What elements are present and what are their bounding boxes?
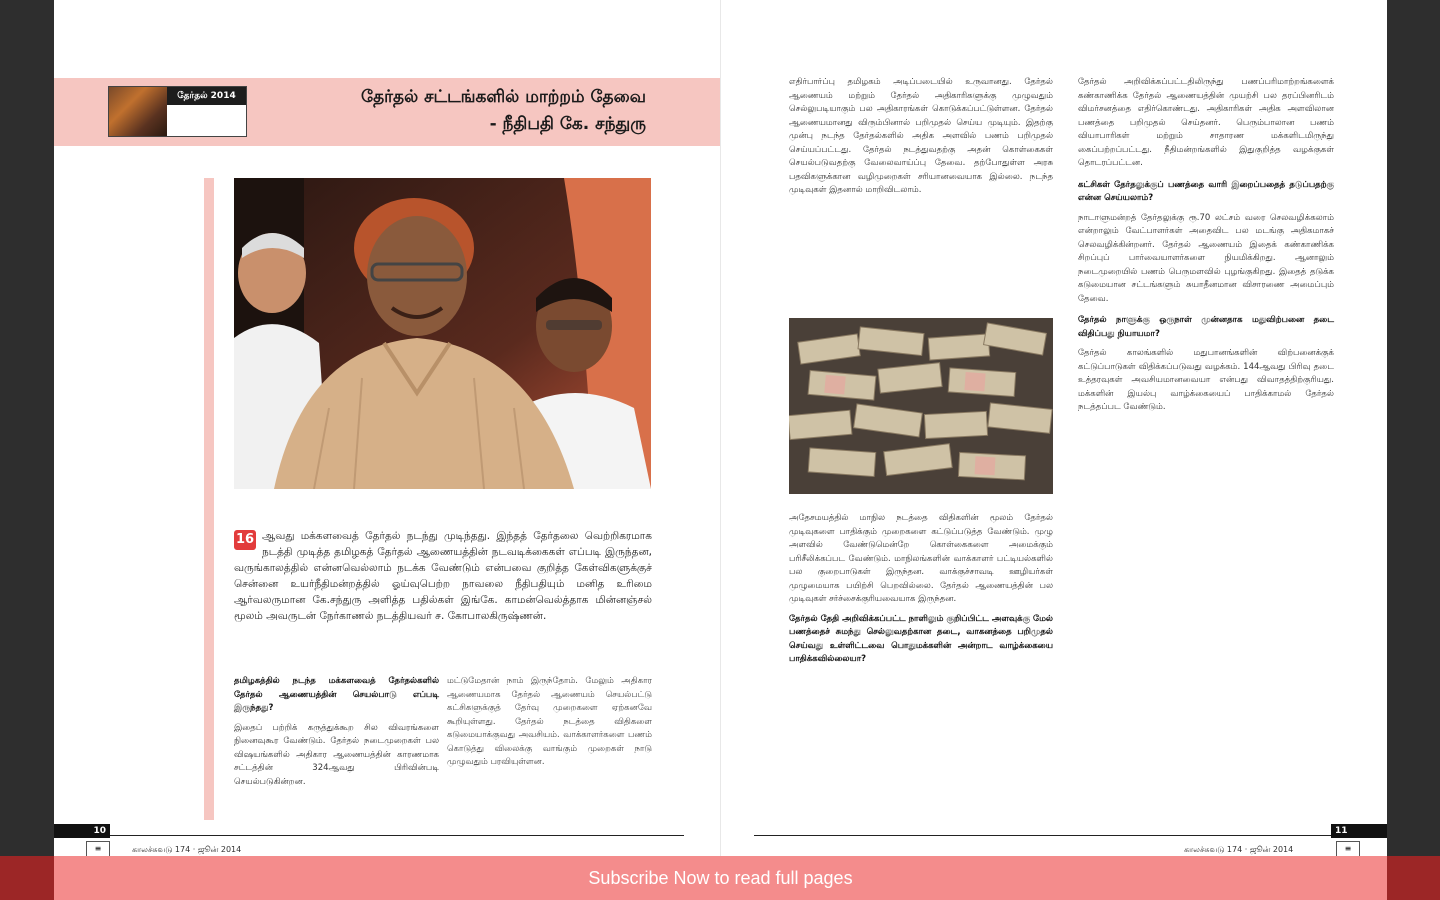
viewer-right-margin: [1387, 0, 1440, 900]
left-footer-text: காலச்சுவடு 174 · ஜூன் 2014: [132, 845, 242, 854]
right-column-1-lower: [789, 512, 1053, 673]
headline-band: [54, 78, 720, 146]
cash-illustration: [789, 318, 1053, 494]
footer-rule-right: [754, 835, 1387, 836]
right-column-2: [1078, 76, 1334, 415]
question-1: தமிழகத்தில் நடந்த மக்களவைத் தேர்தல்களில் தேர்தல் ஆணையத்தின் செயல்பாடு எப்படி இருந்தது?: [234, 676, 439, 713]
viewer-left-margin: [0, 0, 54, 900]
right-column-1: [789, 76, 1053, 198]
left-page: [54, 0, 720, 860]
footer-rule-left: [54, 835, 684, 836]
question-3: தேர்தல் தேதி அறிவிக்கப்பட்ட நாளிலும் குறிப்பிட்ட அளவுக்கு மேல் பணத்தைச் சுமந்து செல்லுவதற்கான தடை, வாகனத்தை பறிமுதல் செய்வது உள்ளிட்டவை பொதுமக்களின் அன்றாட வாழ்க்கையை பாதிக்கவில்லையா?: [789, 613, 1053, 664]
right-page: [721, 0, 1387, 860]
answer-2: நாடாளுமன்றத் தேர்தலுக்கு ரூ.70 லட்சம் வரை செலவழிக்கலாம் என்றாலும் வேட்பாளர்கள் அதைவிட பல மடங்கு அதிகமாகச் செலவழிக்கின்றனர். தேர்தல் ஆணையம் இதைக் கண்காணிக்க சிறப்புப் பார்வையாளர்களை நியமிக்கிறது. ஆனாலும் நடைமுறையில் பணம் பெருமளவில் புழங்குகிறது. இதைத் தடுக்க கடுமையான சட்டங்களும் சுயாதீனமான விசாரணை அமைப்பும் தேவை.: [1078, 212, 1334, 304]
headline-line-2: - நீதிபதி கே. சந்துரு: [489, 114, 646, 134]
accent-bar: [204, 178, 214, 820]
left-column-1: [234, 675, 439, 789]
section-logo: [108, 86, 247, 137]
article-headline: [361, 84, 646, 138]
answer-1: இதைப் பற்றிக் கருத்துக்கூற சில விவரங்களை நினைவுகூர வேண்டும். தேர்தல் நடைமுறைகள் பல விஷயங்களில் அதிகார ஆணையத்தின் காரணமாக சட்டத்தின் 324ஆவது பிரிவின்படி செயல்படுகின்றன.: [234, 722, 439, 787]
right-column-1-text: எதிர்பார்ப்பு தமிழகம் அடிப்படையில் உருவானது. தேர்தல் ஆணையம் மற்றும் தேர்தல் அதிகாரிகளுக்கு முழுவதும் செல்லுபடியாகும் பல அதிகாரங்கள் கொடுக்கப்பட்டுள்ளன. தேர்தல் ஆணையமானது விரும்பினால் பறிமுதல் செய்ய முடியும். இதற்கு முன்பு நடந்த தேர்தல்களில் அதிக அளவில் பணம் பறிமுதல் செய்யப்பட்டது. தேர்தல் நடத்துவதற்கு அதன் கொள்கைகள் செயல்படுவதற்கு வேலைவாய்ப்பு தேவை. தற்போதுள்ள அரசு பதவிகளுக்கான வழிமுறைகள் சரியானவையாக இல்லை. நடந்த முடிவுகள் இதனால் மாறிவிடலாம்.: [789, 77, 1053, 195]
headline-line-1: தேர்தல் சட்டங்களில் மாற்றம் தேவை: [361, 87, 646, 107]
logo-photo-image: [109, 87, 167, 136]
lead-drop-number: 16: [234, 530, 256, 550]
magazine-spread: [54, 0, 1387, 900]
question-4: தேர்தல் நாளுக்கு ஒருநாள் முன்னதாக மதுவிற்பனை தடை விதிப்பது நியாயமா?: [1078, 315, 1334, 339]
right-page-number: 11: [1331, 824, 1387, 838]
left-footer-logo-icon: ≡: [86, 841, 110, 857]
portrait-photo: [234, 178, 651, 489]
left-column-2: [447, 675, 652, 770]
right-footer-logo-icon: ≡: [1336, 841, 1360, 857]
logo-tag: தேர்தல் 2014: [167, 87, 246, 105]
answer-1-continued: மட்டுமேதான் நாம் இருந்தோம். மேலும் அதிகார ஆணையமாக தேர்தல் ஆணையம் செயல்பட்டு கட்சிகளுக்குத் தேர்வு முறைகளை ஏற்கனவே கூறியுள்ளது. தேர்தல் நடத்தை விதிகளை கடுமையாக்குவது அவசியம். வாக்காளர்களை பணம் கொடுத்து விலைக்கு வாங்கும் முறைகள் நாடு முழுவதும் பரவியுள்ளன.: [447, 676, 652, 767]
right-footer-text: காலச்சுவடு 174 · ஜூன் 2014: [1184, 845, 1294, 854]
right-column-2-text: தேர்தல் அறிவிக்கப்பட்டதிலிருந்து பணப்பரிமாற்றங்களைக் கண்காணிக்க தேர்தல் ஆணையத்தின் முயற்சி பல தரப்பினரிடம் விமர்சனத்தை எதிர்கொண்டது. அதிகாரிகள் அதிக அளவிலான பணத்தை பறிமுதல் செய்தனர். பெரும்பாலான பணம் வியாபாரிகள் மற்றும் சாதாரண மக்களிடமிருந்து கைப்பற்றப்பட்டது. நீதிமன்றங்களில் இதுகுறித்த வழக்குகள் தொடரப்பட்டன.: [1078, 77, 1334, 168]
portrait-illustration: [234, 178, 651, 489]
question-2: கட்சிகள் தேர்தலுக்குப் பணத்தை வாரி இறைப்பதைத் தடுப்பதற்கு என்ன செய்யலாம்?: [1078, 179, 1334, 203]
left-page-number: 10: [54, 824, 110, 838]
answer-4: தேர்தல் காலங்களில் மதுபானங்களின் விற்பனைக்குக் கட்டுப்பாடுகள் விதிக்கப்படுவது வழக்கம். 144ஆவது பிரிவு தடை உத்தரவுகள் அவசியமானவையா என்பது விவாதத்திற்குரியது. மக்களின் இயல்பு வாழ்க்கையைப் பாதிக்காமல் தேர்தல் நடத்தப்பட வேண்டும்.: [1078, 348, 1334, 412]
cash-bundles-photo: [789, 318, 1053, 494]
lead-paragraph: [234, 528, 652, 624]
right-column-1b-text: அதேசமயத்தில் மாநில நடத்தை விதிகளின் மூலம் தேர்தல் முடிவுகளை பாதிக்கும் முறைகளை கட்டுப்படுத்த வேண்டும். முழு அளவில் வேண்டுமென்றே கொள்கைகளை அமைக்கும் பரிசீலிக்கப்பட வேண்டும். மாநிலங்களின் வாக்காளர் பட்டியல்களில் பல குறைபாடுகள் இருந்தன. வாக்குச்சாவடி ஊழியர்கள் முழுமையாக பயிற்சி பெறவில்லை. தேர்தல் ஆணையத்தின் பல முடிவுகள் சர்ச்சைக்குரியவையாக இருந்தன.: [789, 513, 1053, 604]
lead-text: ஆவது மக்களவைத் தேர்தல் நடந்து முடிந்தது. இந்தத் தேர்தலை வெற்றிகரமாக நடத்தி முடித்த தமிழகத் தேர்தல் ஆணையத்தின் நடவடிக்கைகள் எப்படி இருந்தன, வருங்காலத்தில் என்னவெல்லாம் நடக்க வேண்டும் என்பவை குறித்த கேள்விகளுக்குச் சென்னை உயர்நீதிமன்றத்தில் ஓய்வுபெற்ற நாவலை நீதிபதியும் மனித உரிமை ஆர்வலருமான கே.சந்துரு அளித்த பதில்கள் இங்கே. காமன்வெல்த்தாக மின்னஞ்சல் மூலம் அவருடன் நேர்காணல் நடத்தியவர் ச. கோபாலகிருஷ்ணன்.: [234, 530, 652, 622]
subscribe-bar: [0, 856, 1440, 900]
subscribe-now-button[interactable]: Subscribe Now to read full pages: [588, 867, 853, 888]
